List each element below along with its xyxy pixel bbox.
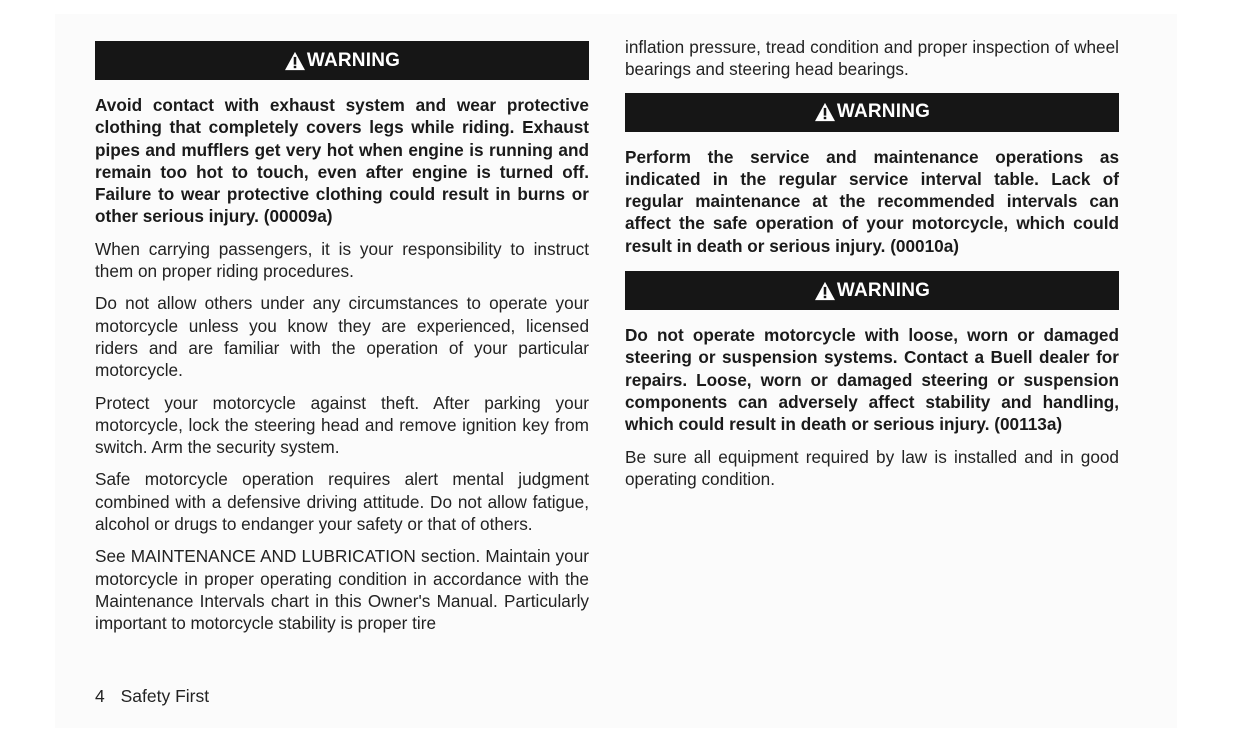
warning-label: WARNING — [836, 101, 931, 123]
section-title: Safety First — [120, 686, 210, 706]
warning-banner-1 — [95, 41, 589, 80]
warning-label: WARNING — [836, 279, 931, 301]
warning-triangle-icon — [284, 51, 306, 71]
page-footer — [95, 686, 209, 707]
warning-label: WARNING — [306, 49, 401, 71]
left-column — [95, 41, 589, 645]
right-column — [625, 36, 1119, 500]
paragraph-others-operate: Do not allow others under any circumstances to operate your motorcycle unless you know they are experienced, licensed riders and are familiar with the operation of your particular motorcycle. — [95, 293, 589, 381]
warning-triangle-icon — [814, 281, 836, 301]
warning-banner-2 — [625, 93, 1119, 132]
warning-text-2: Perform the service and maintenance operations as indicated in the regular service interval table. Lack of regular maintenance at the recommended intervals can affect the safe operation of your motorcycle, which could result in death or serious injury. (00010a) — [625, 146, 1119, 256]
paragraph-theft: Protect your motorcycle against theft. After parking your motorcycle, lock the steering head and remove ignition key from switch. Arm the security system. — [95, 392, 589, 458]
warning-triangle-icon — [814, 102, 836, 122]
warning-text-3: Do not operate motorcycle with loose, worn or damaged steering or suspension systems. Contact a Buell dealer for repairs. Loose, worn or damaged steering or suspension components can adversely affect stability and handling, which could result in death or serious injury. (00113a) — [625, 325, 1119, 435]
paragraph-continued: inflation pressure, tread condition and proper inspection of wheel bearings and steering head bearings. — [625, 37, 1119, 80]
paragraph-judgment: Safe motorcycle operation requires alert mental judgment combined with a defensive driving attitude. Do not allow fatigue, alcohol or drugs to endanger your safety or that of others. — [95, 469, 589, 535]
warning-banner-3 — [625, 271, 1119, 310]
paragraph-passengers: When carrying passengers, it is your responsibility to instruct them on proper riding procedures. — [95, 238, 589, 282]
warning-text-1: Avoid contact with exhaust system and wear protective clothing that completely covers legs while riding. Exhaust pipes and mufflers get very hot when engine is running and remain too hot to touch, even after engine is turned off. Failure to wear protective clothing could result in burns or other serious injury. (00009a) — [95, 95, 589, 227]
page-number: 4 — [95, 686, 105, 706]
paragraph-equipment: Be sure all equipment required by law is installed and in good operating condition. — [625, 446, 1119, 489]
paragraph-maintenance: See MAINTENANCE AND LUBRICATION section. Maintain your motorcycle in proper operating condition in accordance with the Maintenance Intervals chart in this Owner's Manual. Particularly important to motorcycle stability is proper tire — [95, 546, 589, 634]
